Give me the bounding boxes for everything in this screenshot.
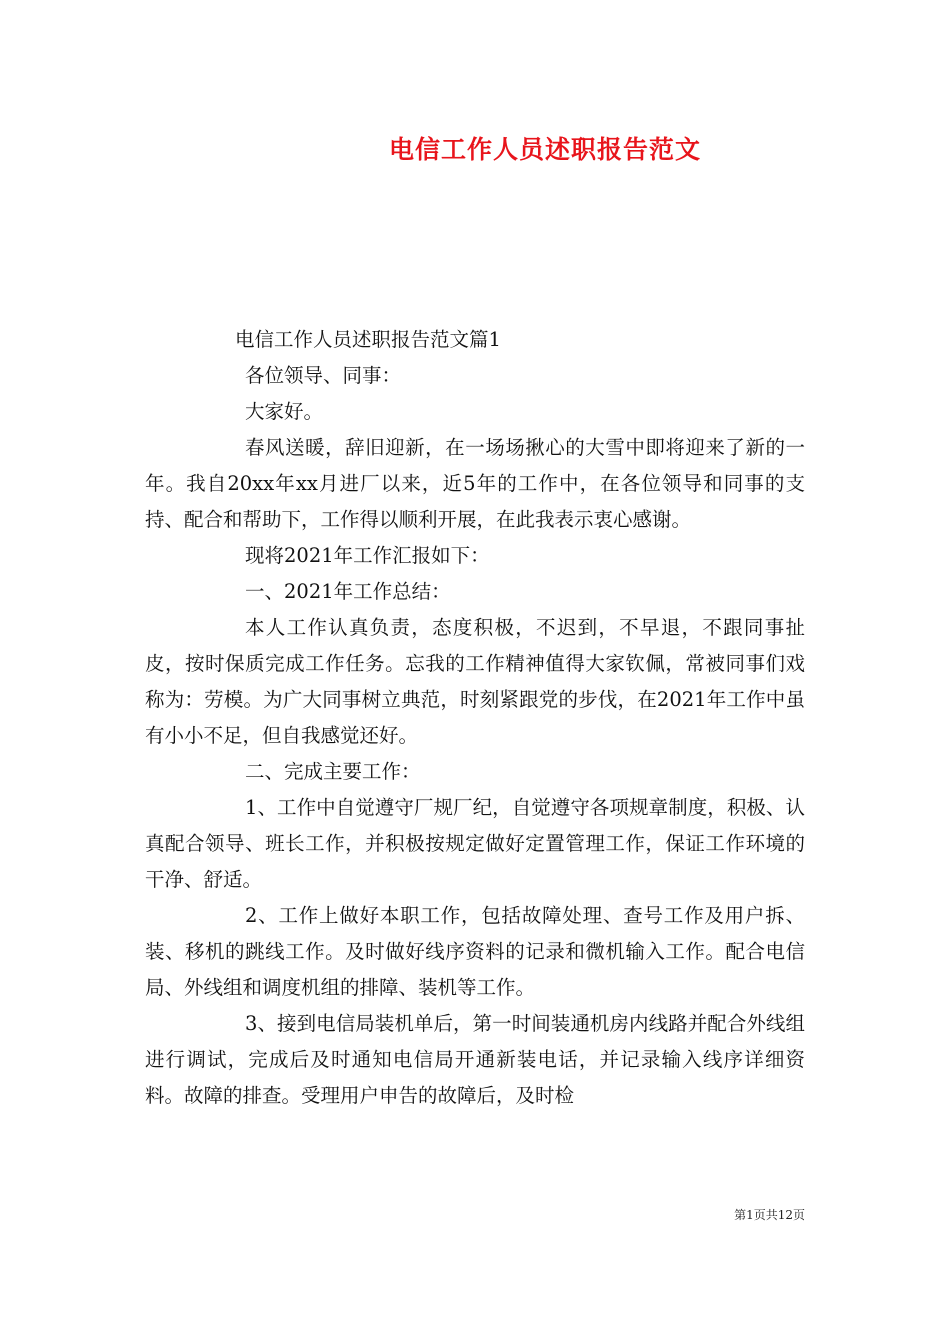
document-title: 电信工作人员述职报告范文 <box>388 135 701 164</box>
paragraph-item-2: 2、工作上做好本职工作，包括故障处理、查号工作及用户拆、装、移机的跳线工作。及时做好线序资料的记录和微机输入工作。配合电信局、外线组和调度机组的排障、装机等工作。 <box>145 904 805 999</box>
paragraph-section-one: 一、2021年工作总结： <box>245 580 451 603</box>
paragraph-intro: 春风送暖，辞旧迎新，在一场场揪心的大雪中即将迎来了新的一年。我自20xx年xx月进厂以来，近5年的工作中，在各位领导和同事的支持、配合和帮助下，工作得以顺利开展，在此我表示衷心感谢。 <box>145 436 805 531</box>
paragraph-item-3: 3、接到电信局装机单后，第一时间装通机房内线路并配合外线组进行调试，完成后及时通知电信局开通新装电话，并记录输入线序详细资料。故障的排查。受理用户申告的故障后，及时检 <box>145 1012 805 1107</box>
paragraph-section-two: 二、完成主要工作： <box>245 760 421 783</box>
page-number: 第1页共12页 <box>734 1208 805 1222</box>
paragraph-item-1: 1、工作中自觉遵守厂规厂纪，自觉遵守各项规章制度，积极、认真配合领导、班长工作，并积极按规定做好定置管理工作，保证工作环境的干净、舒适。 <box>145 796 805 891</box>
paragraph-summary: 本人工作认真负责，态度积极，不迟到，不早退，不跟同事扯皮，按时保质完成工作任务。忘我的工作精神值得大家钦佩，常被同事们戏称为：劳模。为广大同事树立典范，时刻紧跟党的步伐，在2021年工作中虽有小小不足，但自我感觉还好。 <box>145 616 805 747</box>
article-body <box>145 322 805 1114</box>
section-heading: 电信工作人员述职报告范文篇1 <box>235 328 501 351</box>
paragraph-report-lead: 现将2021年工作汇报如下： <box>245 544 490 567</box>
paragraph-salutation: 各位领导、同事： <box>245 364 402 387</box>
paragraph-greeting: 大家好。 <box>245 400 324 423</box>
